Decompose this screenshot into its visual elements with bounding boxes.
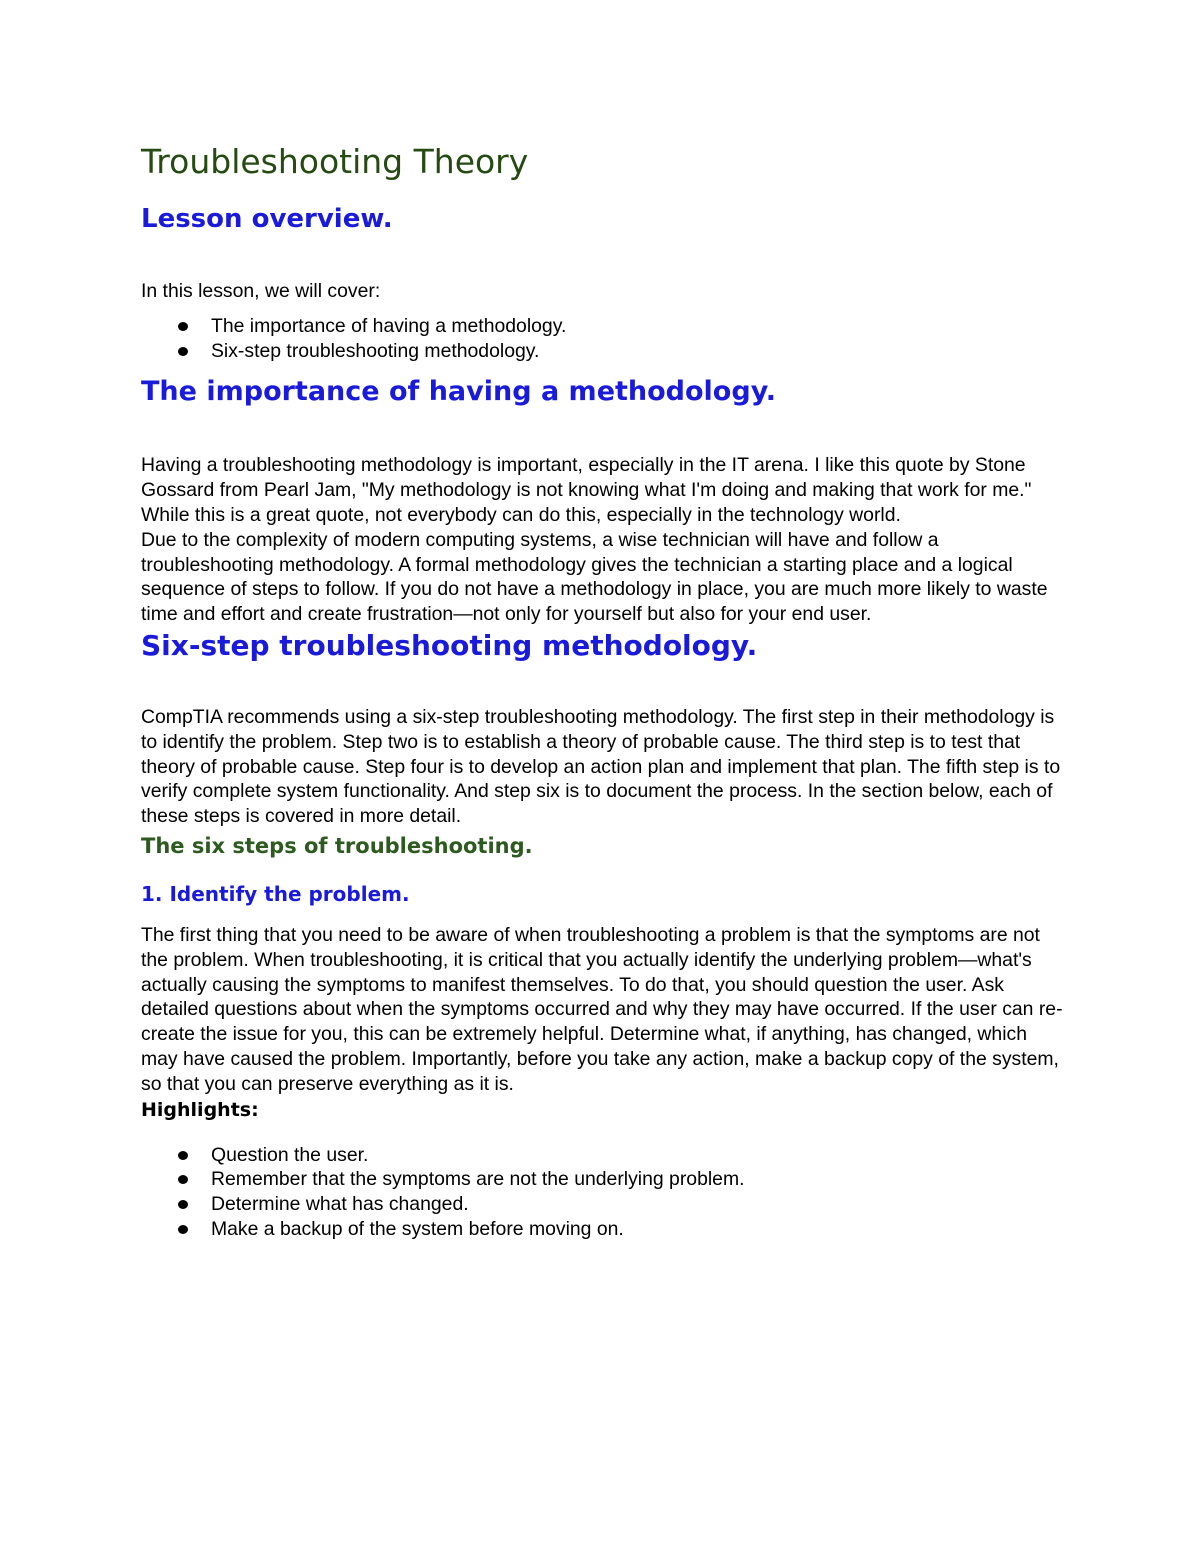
lesson-overview-list	[141, 314, 1066, 364]
importance-heading: The importance of having a methodology.	[141, 376, 777, 408]
list-item	[141, 1217, 1066, 1242]
list-item-text: Make a backup of the system before moving on.	[211, 1217, 624, 1240]
bullet-icon	[178, 347, 188, 356]
six-step-heading: Six-step troubleshooting methodology.	[141, 628, 758, 662]
list-item-text: Determine what has changed.	[211, 1193, 469, 1216]
list-item	[141, 314, 1066, 339]
highlights-label: Highlights:	[141, 1098, 259, 1121]
highlights-list	[141, 1143, 1066, 1242]
bullet-icon	[178, 1175, 188, 1184]
document-body	[141, 140, 1066, 1242]
bullet-icon	[178, 322, 188, 331]
lesson-overview-heading: Lesson overview.	[141, 204, 393, 234]
six-steps-subheading: The six steps of troubleshooting.	[141, 833, 533, 858]
list-item	[141, 339, 1066, 364]
importance-paragraph-2: Due to the complexity of modern computing systems, a wise technician will have and follow a troubleshooting methodology. A formal methodology gives the technician a starting place and a logical sequence of steps to follow. If you do not have a methodology in place, you are much more likely to waste time and effort and create frustration—not only for yourself but also for your end user.	[141, 528, 1048, 626]
list-item	[141, 1192, 1066, 1217]
list-item	[141, 1143, 1066, 1168]
lesson-overview-intro: In this lesson, we will cover:	[141, 280, 381, 302]
document-title: Troubleshooting Theory	[141, 142, 529, 181]
step-1-paragraph: The first thing that you need to be aware of when troubleshooting a problem is that the symptoms are not the problem. When troubleshooting, it is critical that you actually identify the underlying problem—what's actually causing the symptoms to manifest themselves. To do that, you should question the user. Ask detailed questions about when the symptoms occurred and why they may have occurred. If the user can re-create the issue for you, this can be extremely helpful. Determine what, if anything, has changed, which may have caused the problem. Importantly, before you take any action, make a backup copy of the system, so that you can preserve everything as it is.	[141, 923, 1063, 1095]
list-item-text: Question the user.	[211, 1143, 369, 1166]
list-item-text: The importance of having a methodology.	[211, 314, 567, 337]
bullet-icon	[178, 1151, 188, 1160]
six-step-paragraph: CompTIA recommends using a six-step troubleshooting methodology. The first step in their methodology is to identify the problem. Step two is to establish a theory of probable cause. The third step is to test that theory of probable cause. Step four is to develop an action plan and implement that plan. The fifth step is to verify complete system functionality. And step six is to document the process. In the section below, each of these steps is covered in more detail.	[141, 705, 1061, 828]
bullet-icon	[178, 1225, 188, 1234]
list-item	[141, 1167, 1066, 1192]
list-item-text: Remember that the symptoms are not the underlying problem.	[211, 1168, 745, 1191]
importance-paragraph: Having a troubleshooting methodology is important, especially in the IT arena. I like this quote by Stone Gossard from Pearl Jam, "My methodology is not knowing what I'm doing and making that work for me." While this is a great quote, not everybody can do this, especially in the technology world.	[141, 454, 1032, 526]
step-1-heading: 1. Identify the problem.	[141, 881, 410, 906]
bullet-icon	[178, 1200, 188, 1209]
list-item-text: Six-step troubleshooting methodology.	[211, 339, 540, 362]
